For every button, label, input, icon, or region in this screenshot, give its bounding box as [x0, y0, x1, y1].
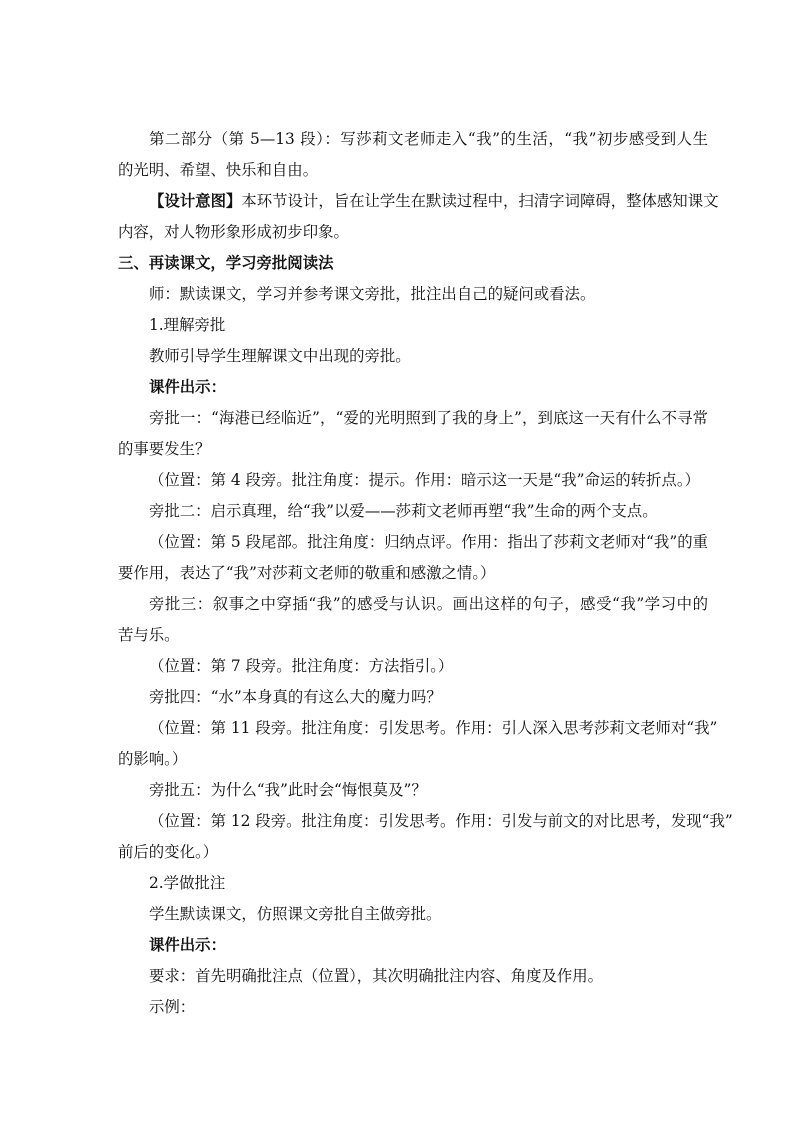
annotation-line: 旁批四：“水”本身真的有这么大的魔力吗？: [149, 688, 442, 706]
annotation-note: 前后的变化。）: [118, 843, 219, 861]
subheading: 1.理解旁批: [149, 316, 226, 334]
courseware-label: 课件出示：: [149, 936, 226, 954]
paragraph-line: 示例：: [149, 998, 196, 1016]
paragraph-line: 的光明、希望、快乐和自由。: [118, 161, 319, 179]
design-intent-line: [118, 186, 719, 217]
courseware-label: 课件出示：: [149, 378, 226, 396]
annotation-line: 旁批一：“海港已经临近”，“爱的光明照到了我的身上”，到底这一天有什么不寻常: [149, 409, 708, 427]
paragraph-line: 学生默读课文，仿照课文旁批自主做旁批。: [149, 905, 442, 923]
document-body: [118, 124, 733, 1023]
annotation-line: 旁批二：启示真理，给“我”以爱——莎莉文老师再塑“我”生命的两个支点。: [149, 502, 658, 520]
design-intent-label: 【设计意图】: [149, 192, 242, 210]
paragraph-line: 师：默读课文，学习并参考课文旁批，批注出自己的疑问或看法。: [149, 285, 596, 303]
annotation-line: 旁批五：为什么“我”此时会“悔恨莫及”？: [149, 781, 427, 799]
design-intent-text: 本环节设计，旨在让学生在默读过程中，扫清字词障碍，整体感知课文: [241, 192, 719, 210]
paragraph-line: 第二部分（第 5—13 段）：写莎莉文老师走入“我”的生活，“我”初步感受到人生: [149, 130, 708, 148]
annotation-note: （位置：第 5 段尾部。批注角度：归纳点评。作用：指出了莎莉文老师对“我”的重: [149, 533, 708, 551]
annotation-note: （位置：第 11 段旁。批注角度：引发思考。作用：引人深入思考莎莉文老师对“我”: [149, 719, 718, 737]
paragraph-line: 要求：首先明确批注点（位置），其次明确批注内容、角度及作用。: [149, 967, 604, 985]
section-heading: 三、再读课文，学习旁批阅读法: [118, 254, 334, 272]
subheading: 2.学做批注: [149, 874, 226, 892]
paragraph-line: 内容，对人物形象形成初步印象。: [118, 223, 349, 241]
annotation-note: （位置：第 4 段旁。批注角度：提示。作用：暗示这一天是“我”命运的转折点。）: [149, 471, 700, 489]
annotation-note: 的影响。）: [118, 750, 188, 768]
paragraph-line: 教师引导学生理解课文中出现的旁批。: [149, 347, 411, 365]
annotation-note: （位置：第 7 段旁。批注角度：方法指引。）: [149, 657, 454, 675]
annotation-note: （位置：第 12 段旁。批注角度：引发思考。作用：引发与前文的对比思考，发现“我”: [149, 812, 733, 830]
annotation-line: 苦与乐。: [118, 626, 180, 644]
annotation-note: 要作用，表达了“我”对莎莉文老师的敬重和感激之情。）: [118, 564, 496, 582]
annotation-line: 的事要发生？: [118, 440, 211, 458]
annotation-line: 旁批三：叙事之中穿插“我”的感受与认识。画出这样的句子，感受“我”学习中的: [149, 595, 708, 613]
